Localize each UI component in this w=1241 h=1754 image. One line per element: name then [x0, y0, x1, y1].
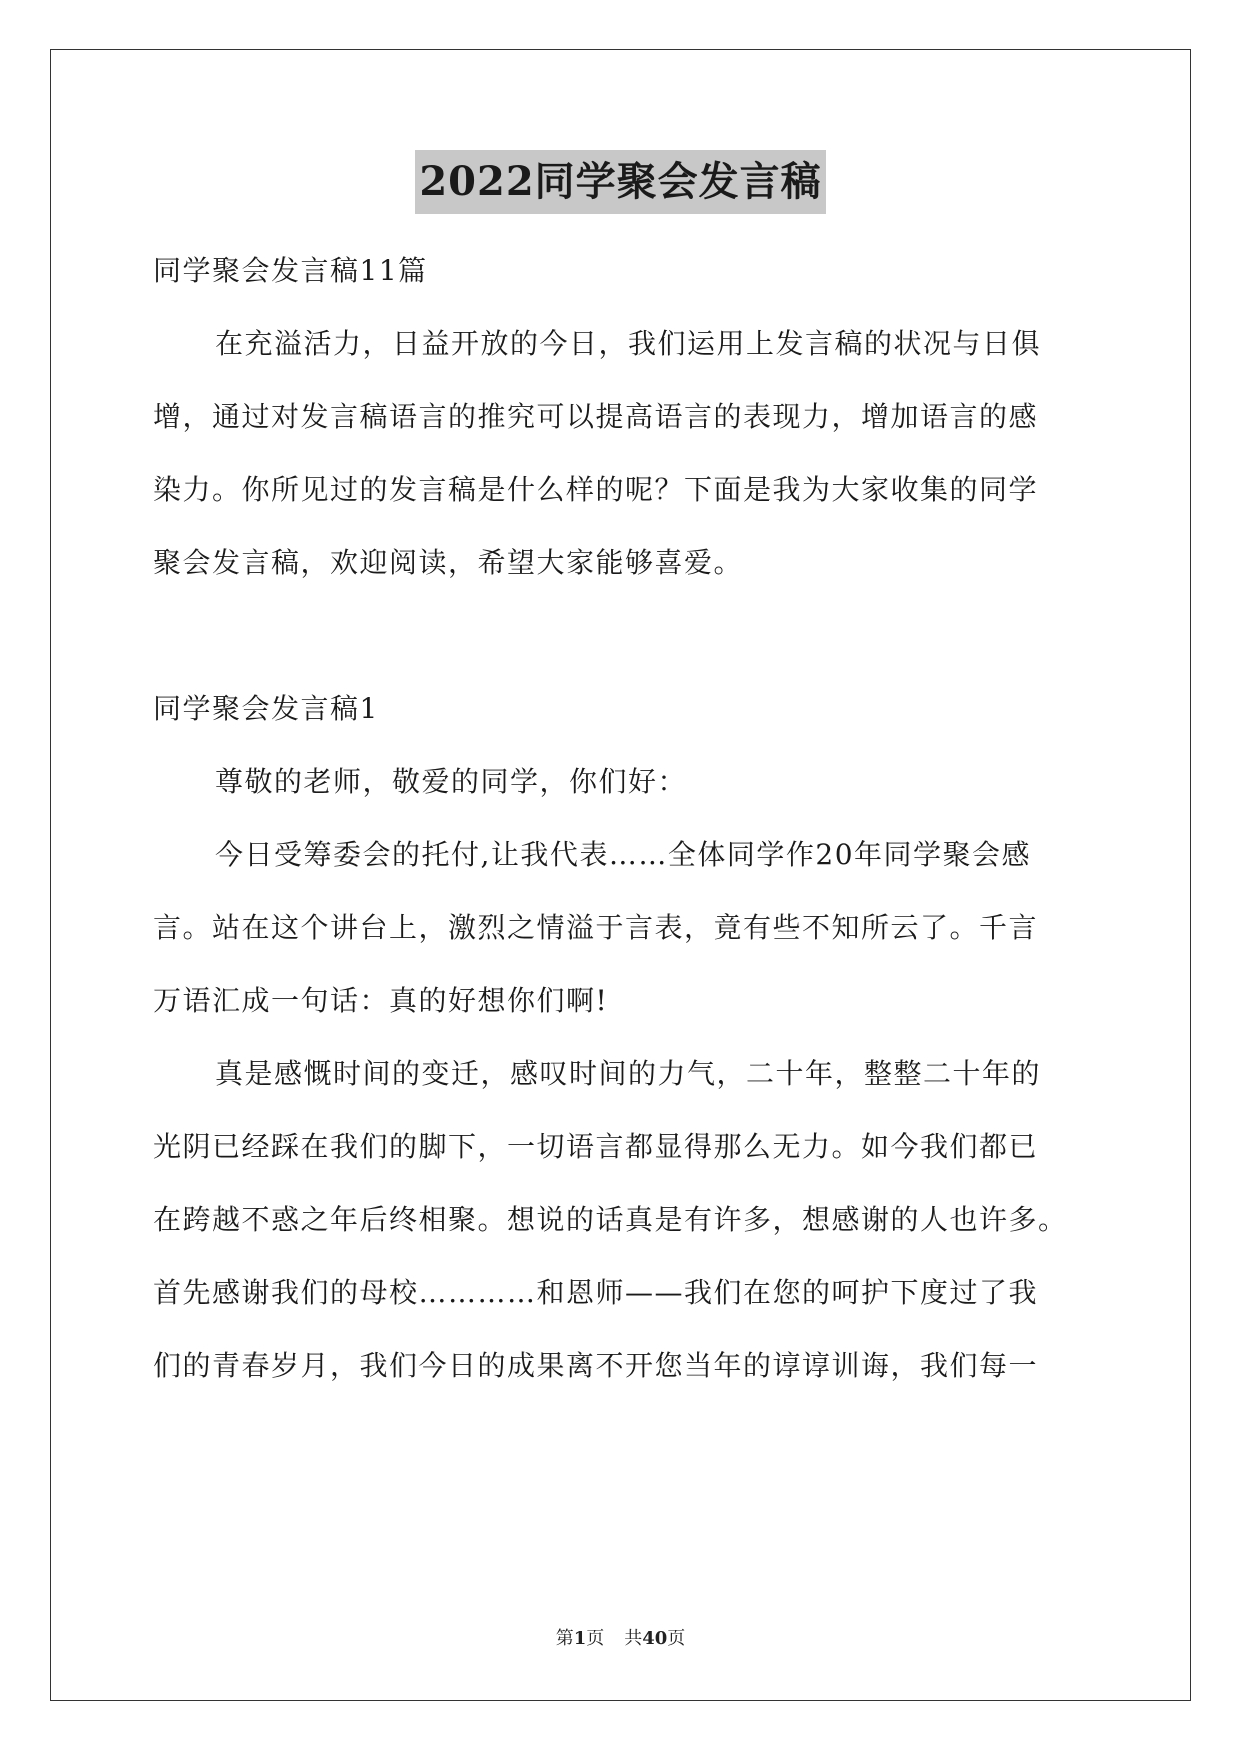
intro-line: 在充溢活力，日益开放的今日，我们运用上发言稿的状况与日俱 — [215, 327, 1042, 360]
intro-line: 染力。你所见过的发言稿是什么样的呢？下面是我为大家收集的同学 — [153, 473, 1039, 506]
total-suffix: 页 — [667, 1628, 686, 1649]
page-prefix: 第 — [555, 1628, 574, 1649]
paragraph-gap — [153, 599, 1093, 672]
page-suffix: 页 — [586, 1628, 605, 1649]
intro-line: 增，通过对发言稿语言的推究可以提高语言的表现力，增加语言的感 — [153, 400, 1039, 433]
section-heading: 同学聚会发言稿1 — [153, 692, 379, 725]
title-container — [0, 150, 1241, 214]
para2-line: 真是感慨时间的变迁，感叹时间的力气，二十年，整整二十年的 — [215, 1057, 1042, 1090]
para1-line: 今日受筹委会的托付,让我代表……全体同学作20年同学聚会感 — [215, 838, 1032, 871]
para1-line: 万语汇成一句话：真的好想你们啊! — [153, 984, 609, 1017]
document-subtitle: 同学聚会发言稿11篇 — [153, 254, 428, 287]
document-body — [153, 234, 1093, 1402]
para2-line: 首先感谢我们的母校…………和恩师——我们在您的呵护下度过了我 — [153, 1276, 1039, 1309]
greeting-line: 尊敬的老师，敬爱的同学，你们好： — [215, 765, 688, 798]
document-title: 2022同学聚会发言稿 — [415, 150, 825, 214]
page-footer — [0, 1624, 1241, 1650]
current-page-number: 1 — [573, 1628, 587, 1649]
para2-line: 们的青春岁月，我们今日的成果离不开您当年的谆谆训诲，我们每一 — [153, 1349, 1039, 1382]
total-page-number: 40 — [642, 1628, 668, 1649]
total-prefix: 共 — [624, 1628, 643, 1649]
intro-line: 聚会发言稿，欢迎阅读，希望大家能够喜爱。 — [153, 546, 744, 579]
para2-line: 光阴已经踩在我们的脚下，一切语言都显得那么无力。如今我们都已 — [153, 1130, 1039, 1163]
para1-line: 言。站在这个讲台上，激烈之情溢于言表，竟有些不知所云了。千言 — [153, 911, 1039, 944]
para2-line: 在跨越不惑之年后终相聚。想说的话真是有许多，想感谢的人也许多。 — [153, 1203, 1068, 1236]
